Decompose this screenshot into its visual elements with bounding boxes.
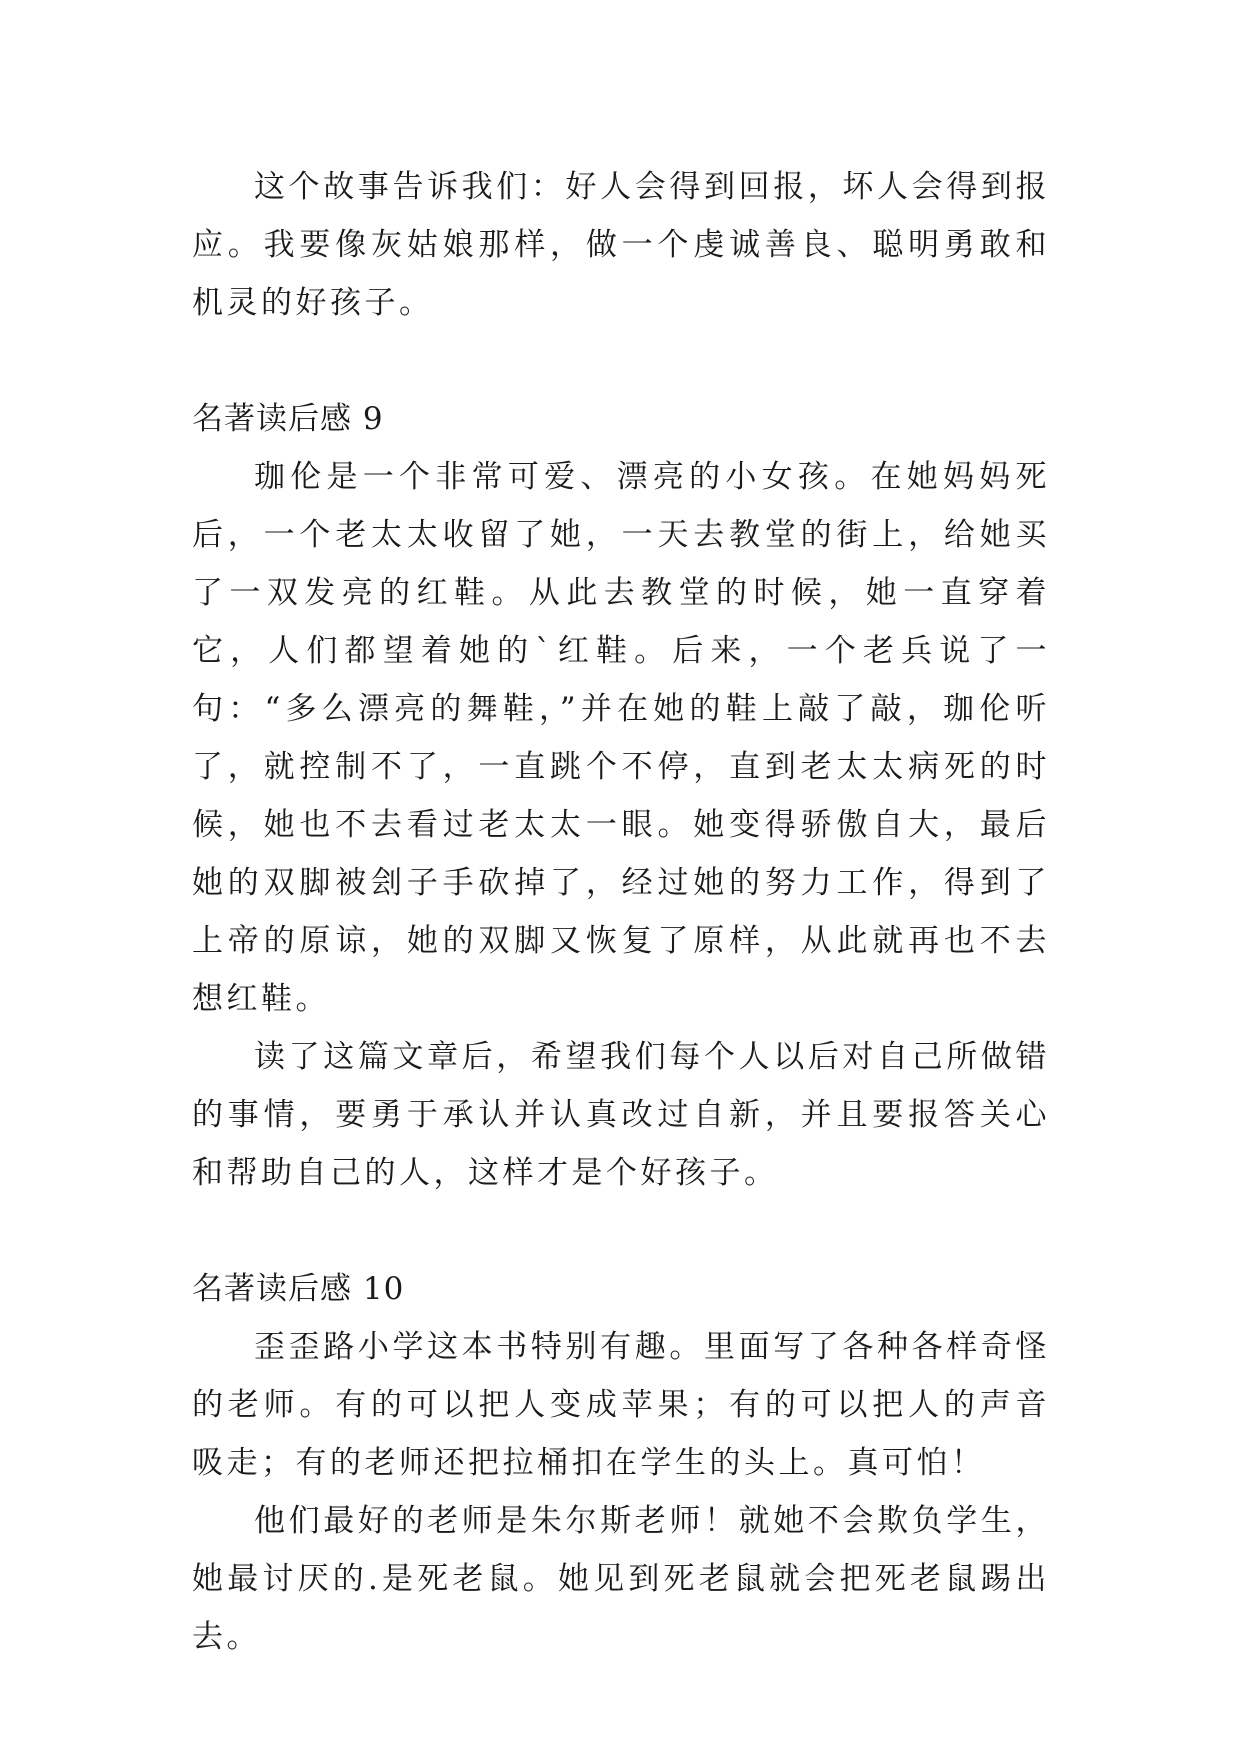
paragraph: 他们最好的老师是朱尔斯老师！就她不会欺负学生，她最讨厌的.是死老鼠。她见到死老鼠就会把死老鼠踢出去。	[192, 1503, 1050, 1655]
section-gap	[192, 1202, 1050, 1260]
document-page	[192, 158, 1050, 1666]
paragraph: 读了这篇文章后，希望我们每个人以后对自己所做错的事情，要勇于承认并认真改过自新，并且要报答关心和帮助自己的人，这样才是个好孩子。	[192, 1039, 1050, 1191]
section-heading: 名著读后感 10	[192, 1271, 405, 1307]
section-gap	[192, 332, 1050, 390]
paragraph: 这个故事告诉我们：好人会得到回报，坏人会得到报应。我要像灰姑娘那样，做一个虔诚善良、聪明勇敢和机灵的好孩子。	[192, 169, 1050, 321]
paragraph: 珈伦是一个非常可爱、漂亮的小女孩。在她妈妈死后，一个老太太收留了她，一天去教堂的街上，给她买了一双发亮的红鞋。从此去教堂的时候，她一直穿着它，人们都望着她的`红鞋。后来，一个老兵说了一句：“多么漂亮的舞鞋，”并在她的鞋上敲了敲，珈伦听了，就控制不了，一直跳个不停，直到老太太病死的时候，她也不去看过老太太一眼。她变得骄傲自大，最后她的双脚被刽子手砍掉了，经过她的努力工作，得到了上帝的原谅，她的双脚又恢复了原样，从此就再也不去想红鞋。	[192, 459, 1050, 1017]
section-heading: 名著读后感 9	[192, 401, 384, 437]
paragraph: 歪歪路小学这本书特别有趣。里面写了各种各样奇怪的老师。有的可以把人变成苹果；有的可以把人的声音吸走；有的老师还把拉桶扣在学生的头上。真可怕！	[192, 1329, 1050, 1481]
